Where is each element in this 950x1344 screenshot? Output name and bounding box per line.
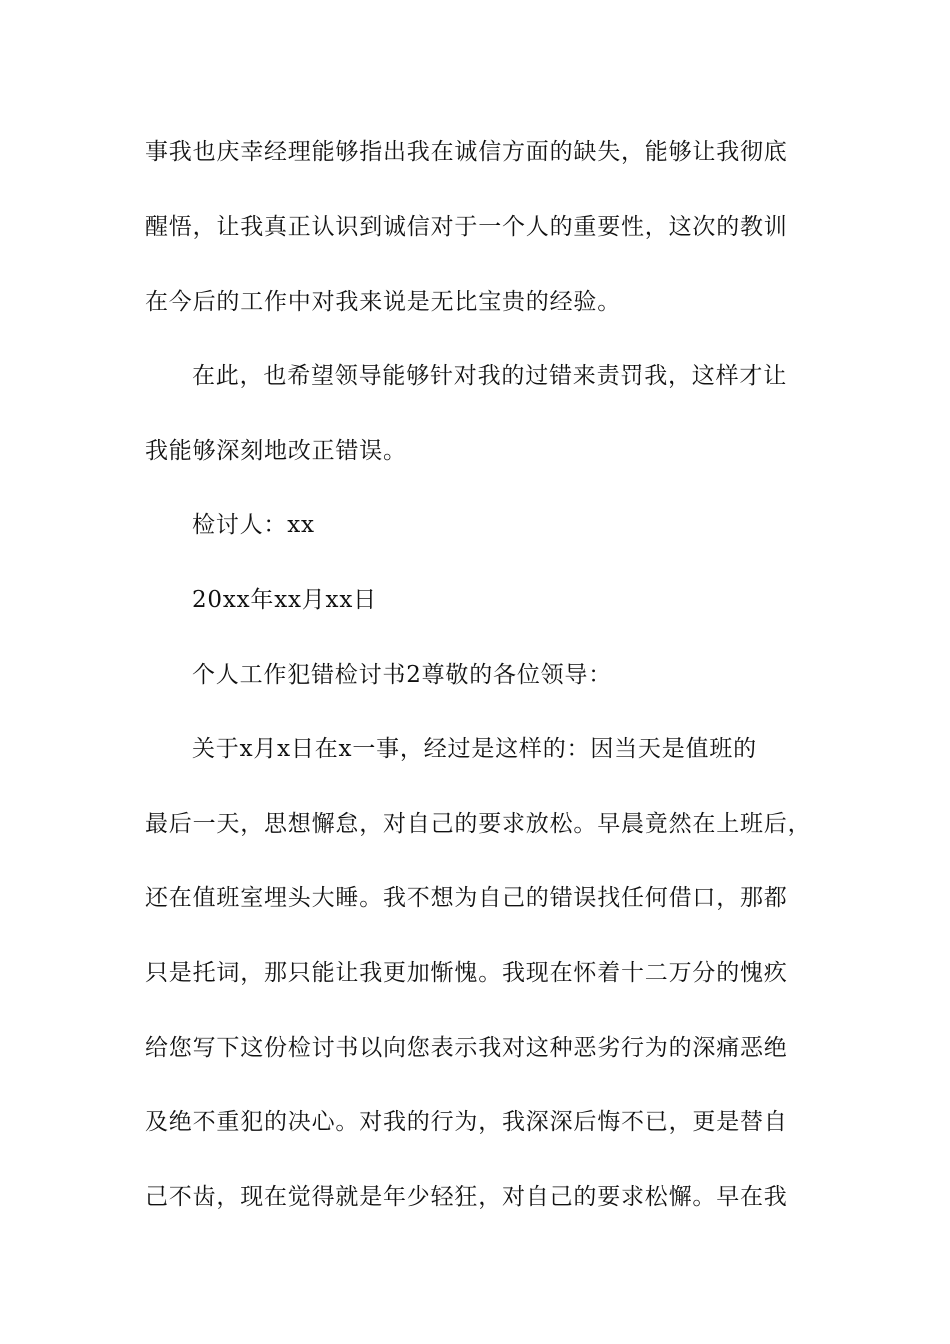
date-line: 20xx年xx月xx日 xyxy=(192,587,377,613)
body-text-line: 醒悟，让我真正认识到诚信对于一个人的重要性，这次的教训 xyxy=(145,214,788,240)
body-text-line: 事我也庆幸经理能够指出我在诚信方面的缺失，能够让我彻底 xyxy=(145,139,788,165)
section-heading-line: 个人工作犯错检讨书2尊敬的各位领导： xyxy=(192,662,613,688)
body-text-line: 给您写下这份检讨书以向您表示我对这种恶劣行为的深痛恶绝 xyxy=(145,1035,788,1061)
body-text-line: 己不齿，现在觉得就是年少轻狂，对自己的要求松懈。早在我 xyxy=(145,1184,788,1210)
body-text-line: 我能够深刻地改正错误。 xyxy=(145,438,407,464)
body-text-line: 在今后的工作中对我来说是无比宝贵的经验。 xyxy=(145,289,621,315)
body-text-line: 还在值班室埋头大睡。我不想为自己的错误找任何借口，那都 xyxy=(145,885,788,911)
signature-line: 检讨人：xx xyxy=(192,512,315,538)
body-text-line: 及绝不重犯的决心。对我的行为，我深深后悔不已，更是替自 xyxy=(145,1109,788,1135)
body-text-line: 只是托词，那只能让我更加惭愧。我现在怀着十二万分的愧疚 xyxy=(145,960,788,986)
paragraph-first-line: 关于x月x日在x一事，经过是这样的：因当天是值班的 xyxy=(192,736,757,762)
body-text-line: 最后一天，思想懈怠，对自己的要求放松。早晨竟然在上班后， xyxy=(145,811,812,837)
paragraph-first-line: 在此，也希望领导能够针对我的过错来责罚我，这样才让 xyxy=(192,363,787,389)
